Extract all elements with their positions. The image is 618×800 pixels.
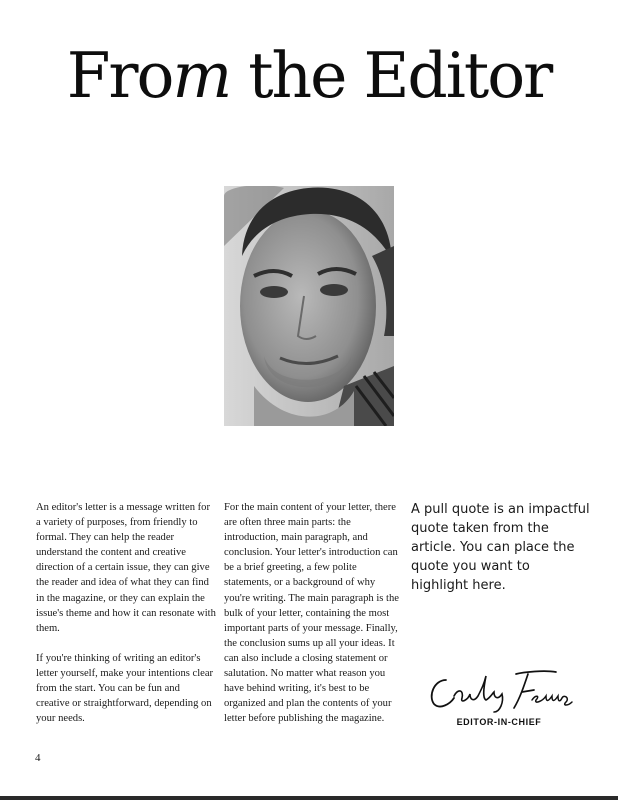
body-paragraph: For the main content of your letter, there are often three main parts: the introduction, main paragraph, and conclusion. Your letter's introduction can be a brief greeting, a few polite statements, or a background of why you're writing. The main paragraph is the bulk of your letter, containing the most important parts of your message. Finally, the conclusion sums up all your ideas. It can also include a closing statement or salutation. No matter what reason you have behind writing, it's best to be organized and plan the contents of your letter before publishing the magazine. — [224, 502, 399, 725]
pull-quote-text: A pull quote is an impactful quote taken from the article. You can place the quote you want to highlight here. — [411, 502, 590, 593]
body-paragraph: If you're thinking of writing an editor's letter yourself, make your intentions clear from the start. You can be fun and creative or straightforward, depending on your needs. — [36, 652, 214, 725]
editor-portrait-photo — [224, 186, 394, 426]
body-paragraph: An editor's letter is a message written for a variety of purposes, from friendly to formal. They can help the reader understand the content and creative direction of a certain issue, they can give the reader and idea of what they can find in the magazine, or they can explain the issue's theme and how it can resonate with them. — [36, 502, 216, 634]
title-italic-letter: m — [172, 39, 231, 112]
editor-signature — [424, 666, 574, 714]
page-number: 4 — [35, 752, 41, 764]
page-title — [0, 36, 618, 116]
pull-quote — [411, 500, 591, 595]
title-part-1: Fro — [66, 39, 173, 112]
editor-role: EDITOR-IN-CHIEF — [456, 717, 542, 727]
body-column-1 — [36, 500, 216, 726]
body-column-2 — [224, 500, 400, 726]
bottom-divider — [0, 796, 618, 800]
title-part-2: the Editor — [230, 39, 552, 112]
